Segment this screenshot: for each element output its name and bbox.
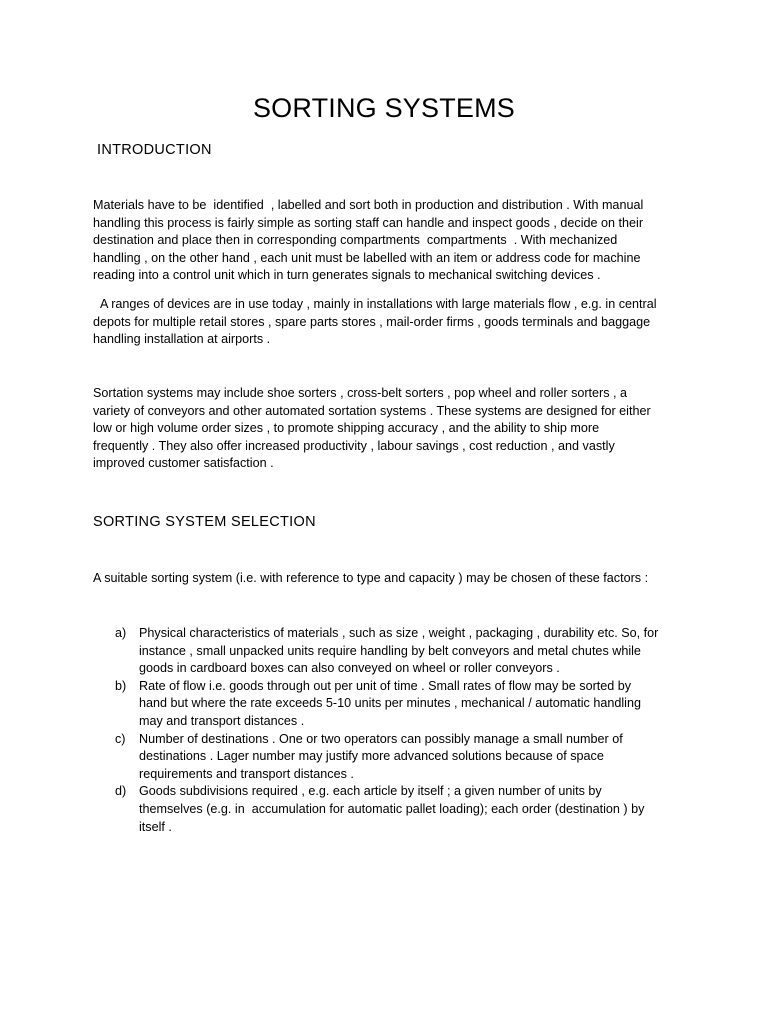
list-marker: a) [115,626,127,640]
intro-paragraph-3: Sortation systems may include shoe sorters , cross-belt sorters , pop wheel and roller sorters , a variety of conveyors and other automated sortation systems . These systems are designed for either low or high volume order sizes , to promote shipping accuracy , and the ability to ship more frequently . They also offer increased productivity , labour savings , cost reduction , and vastly improved customer satisfaction . [93,386,651,471]
list-item [93,783,678,836]
selection-heading: SORTING SYSTEM SELECTION [93,514,316,530]
list-marker: c) [115,731,126,746]
factors-list [93,625,678,836]
selection-intro-paragraph: A suitable sorting system (i.e. with reference to type and capacity ) may be chosen of these factors : [93,571,649,585]
introduction-heading: INTRODUCTION [97,142,212,158]
list-marker: b) [115,678,127,693]
intro-paragraph-2: A ranges of devices are in use today , mainly in installations with large materials flow , e.g. in central depots for multiple retail stores , spare parts stores , mail-order firms , goods terminals and baggage handling installation at airports . [93,297,657,347]
list-item [93,678,678,731]
list-item-text: Number of destinations . One or two operators can possibly manage a small number of destinations . Lager number may justify more advanced solutions because of space requirements and transport distances . [139,731,623,781]
document-title: SORTING SYSTEMS [252,93,516,123]
intro-paragraph-1: Materials have to be identified , labelled and sort both in production and distribution . With manual handling this process is fairly simple as sorting staff can handle and inspect goods , decide on their destination and place then in corresponding compartments compartments . With mechanized handling , on the other hand , each unit must be labelled with an item or address code for machine reading into a control unit which in turn generates signals to mechanical switching devices . [93,198,644,283]
list-item [93,625,678,678]
list-item-text: Physical characteristics of materials , such as size , weight , packaging , durability etc. So, for instance , small unpacked units require handling by belt conveyors and metal chutes while goods in cardboard boxes can also conveyed on wheel or roller conveyors . [139,626,659,676]
list-item [93,731,678,784]
list-item-text: Goods subdivisions required , e.g. each article by itself ; a given number of units by themselves (e.g. in accumulation for automatic pallet loading); each order (destination ) by itself . [139,784,645,834]
list-marker: d) [115,784,127,799]
list-item-text: Rate of flow i.e. goods through out per unit of time . Small rates of flow may be sorted by hand but where the rate exceeds 5-10 units per minutes , mechanical / automatic handling may and transport distances . [139,678,641,728]
